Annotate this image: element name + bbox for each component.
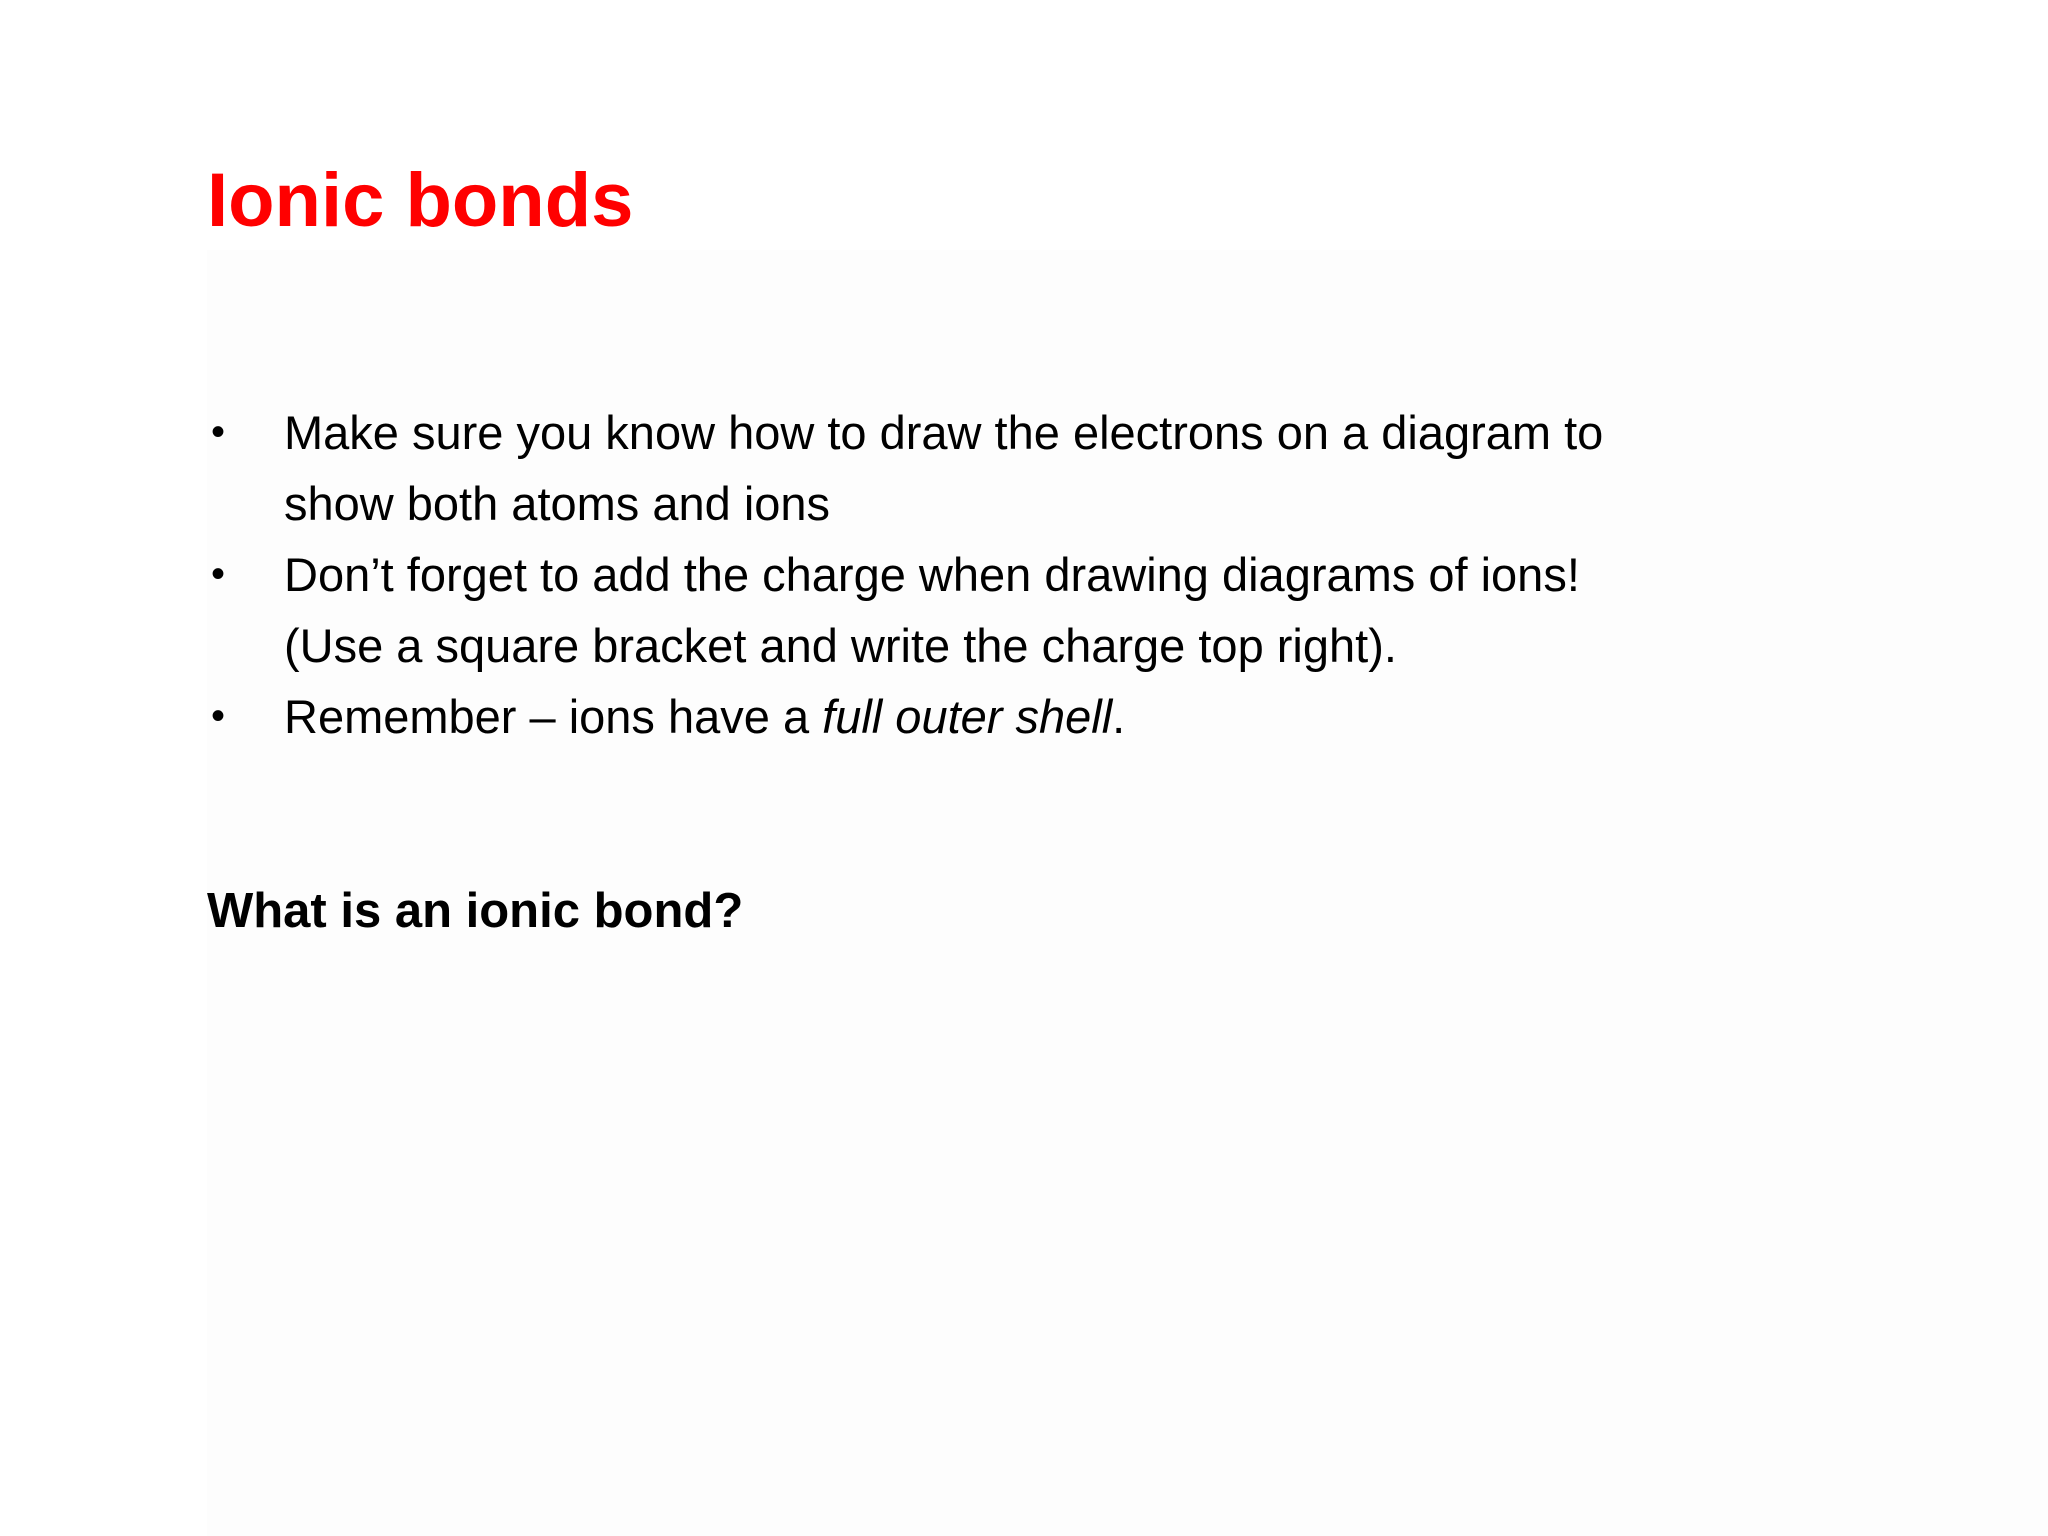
bullet-item-charge [207, 539, 1907, 681]
bullet-marker: • [211, 410, 226, 454]
bullet-text-line: Don’t forget to add the charge when drawing diagrams of ions! [284, 548, 1580, 601]
bullet-item-electrons [207, 397, 1907, 539]
bullet-marker: • [211, 694, 226, 738]
bullet-item-outer-shell [207, 681, 1907, 752]
question-heading: What is an ionic bond? [207, 884, 744, 938]
bullet-list [207, 397, 1907, 752]
bullet-text-tail: . [1112, 690, 1126, 743]
bullet-text-line: (Use a square bracket and write the charge top right). [284, 619, 1397, 672]
bullet-text-lead: Remember – ions have a [284, 690, 823, 743]
bullet-text-line [284, 681, 1907, 752]
bullet-text-line: Make sure you know how to draw the electrons on a diagram to [284, 406, 1604, 459]
bullet-marker: • [211, 552, 226, 596]
page-title: Ionic bonds [207, 158, 634, 243]
bullet-text-line: show both atoms and ions [284, 477, 831, 530]
bullet-text-emphasis: full outer shell [822, 690, 1113, 743]
